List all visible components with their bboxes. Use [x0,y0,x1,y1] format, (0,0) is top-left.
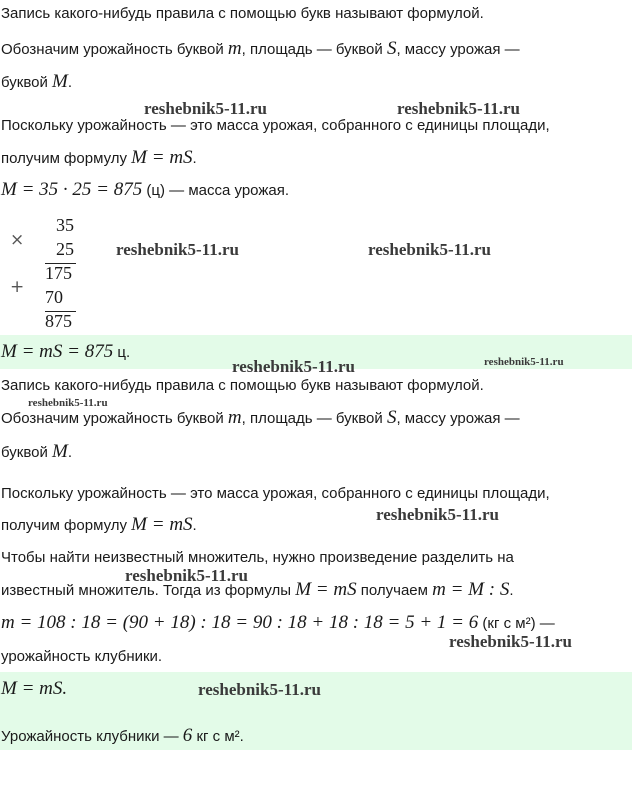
column-factor-a: 35 [56,215,74,235]
s1-calculation: M = 35 · 25 = 875 (ц) — масса урожая. [1,179,289,200]
column-result: 875 [45,311,72,331]
s1-paragraph-5: получим формулу M = mS. [1,147,197,168]
plus-sign: + [10,277,25,297]
s2-paragraph-5: получим формулу M = mS. [1,514,197,535]
watermark: reshebnik5-11.ru [116,240,239,259]
column-partial-1: 175 [45,263,72,283]
s1-paragraph-3: буквой M. [1,71,73,92]
column-partial-2: 70 [45,287,63,307]
s1-answer: M = mS = 875 ц. [1,341,131,362]
s2-paragraph-1: Запись какого-нибудь правила с помощью букв называют формулой. [1,377,484,394]
watermark: reshebnik5-11.ru [368,240,491,259]
watermark: reshebnik5-11.ru [376,505,499,524]
s2-paragraph-6: Чтобы найти неизвестный множитель, нужно произведение разделить на [1,549,514,566]
s1-paragraph-2: Обозначим урожайность буквой m, площадь — буквой S, массу урожая — [1,38,520,59]
watermark: reshebnik5-11.ru [125,566,248,585]
s2-answer-formula: M = mS. [1,678,68,699]
watermark: reshebnik5-11.ru [198,680,321,699]
s2-paragraph-8: урожайность клубники. [1,648,163,665]
s2-paragraph-2: Обозначим урожайность буквой m, площадь — буквой S, массу урожая — [1,407,520,428]
watermark: reshebnik5-11.ru [449,632,572,651]
s2-paragraph-7: известный множитель. Тогда из формулы M = mS получаем m = M : S. [1,579,514,600]
s2-calculation: m = 108 : 18 = (90 + 18) : 18 = 90 : 18 + 18 : 18 = 5 + 1 = 6 (кг с м²) — [1,612,555,633]
s2-paragraph-3: буквой M. [1,441,73,462]
s1-paragraph-4: Поскольку урожайность — это масса урожая, собранного с единицы площади, [1,117,550,134]
watermark: reshebnik5-11.ru [144,99,267,118]
times-sign: × [10,230,25,250]
watermark: reshebnik5-11.ru [232,357,355,376]
s2-answer: Урожайность клубники — 6 кг с м². [1,725,244,746]
watermark: reshebnik5-11.ru [397,99,520,118]
s2-paragraph-4: Поскольку урожайность — это масса урожая, собранного с единицы площади, [1,485,550,502]
column-factor-b: 25 [56,239,74,259]
s1-paragraph-1: Запись какого-нибудь правила с помощью букв называют формулой. [1,5,484,22]
watermark: reshebnik5-11.ru [484,356,564,368]
watermark: reshebnik5-11.ru [28,397,108,409]
